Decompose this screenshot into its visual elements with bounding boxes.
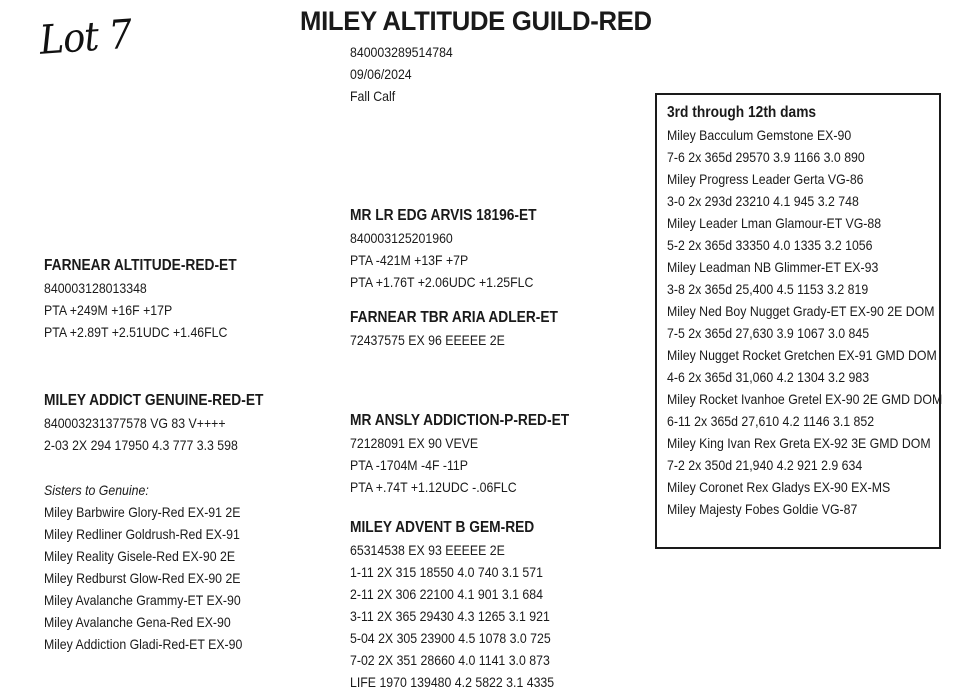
sister-item: Miley Redburst Glow-Red EX-90 2E <box>44 570 241 586</box>
dams-box-line: 5-2 2x 365d 33350 4.0 1335 3.2 1056 <box>667 237 873 253</box>
dam-dam-record: 7-02 2X 351 28660 4.0 1141 3.0 873 <box>350 652 550 668</box>
dams-box-title: 3rd through 12th dams <box>667 104 817 121</box>
dam-dam-record: 3-11 2X 365 29430 4.3 1265 3.1 921 <box>350 608 550 624</box>
sire-dam-name: FARNEAR TBR ARIA ADLER-ET <box>350 309 558 326</box>
sire-dam-id: 72437575 EX 96 EEEEE 2E <box>350 332 505 348</box>
sire-sire-pta-line: PTA +1.76T +2.06UDC +1.25FLC <box>350 274 534 290</box>
dams-box <box>655 93 941 549</box>
dams-box-line: Miley Coronet Rex Gladys EX-90 EX-MS <box>667 479 891 495</box>
sire-pta-line: PTA +249M +16F +17P <box>44 302 173 318</box>
sister-item: Miley Avalanche Grammy-ET EX-90 <box>44 592 241 608</box>
sisters-label: Sisters to Genuine: <box>44 482 149 498</box>
dam-dam-record: 5-04 2X 305 23900 4.5 1078 3.0 725 <box>350 630 551 646</box>
dam-sire-pta-line: PTA +.74T +1.12UDC -.06FLC <box>350 479 517 495</box>
dams-box-line: 4-6 2x 365d 31,060 4.2 1304 3.2 983 <box>667 369 870 385</box>
dam-dam-block <box>350 517 582 693</box>
dams-box-line: Miley Leader Lman Glamour-ET VG-88 <box>667 215 882 231</box>
dams-box-line: Miley King Ivan Rex Greta EX-92 3E GMD DOM <box>667 435 931 451</box>
dam-record: 2-03 2X 294 17950 4.3 777 3.3 598 <box>44 437 238 453</box>
dam-sire-id: 72128091 EX 90 VEVE <box>350 435 479 451</box>
sire-sire-id: 840003125201960 <box>350 230 453 246</box>
animal-birth-date: 09/06/2024 <box>350 66 412 82</box>
dams-box-line: 7-2 2x 350d 21,940 4.2 921 2.9 634 <box>667 457 863 473</box>
dam-dam-record: 2-11 2X 306 22100 4.1 901 3.1 684 <box>350 586 543 602</box>
sisters-block <box>44 479 269 655</box>
sister-item: Miley Redliner Goldrush-Red EX-91 <box>44 526 240 542</box>
animal-info <box>350 41 467 107</box>
dams-box-line: Miley Leadman NB Glimmer-ET EX-93 <box>667 259 879 275</box>
dam-dam-record: LIFE 1970 139480 4.2 5822 3.1 4335 <box>350 674 555 690</box>
dam-sire-pta-line: PTA -1704M -4F -11P <box>350 457 469 473</box>
sister-item: Miley Addiction Gladi-Red-ET EX-90 <box>44 636 243 652</box>
dam-dam-record: 1-11 2X 315 18550 4.0 740 3.1 571 <box>350 564 543 580</box>
sire-block <box>44 255 268 343</box>
dams-box-line: Miley Nugget Rocket Gretchen EX-91 GMD DOM <box>667 347 937 363</box>
animal-id: 840003289514784 <box>350 44 453 60</box>
sire-id: 840003128013348 <box>44 280 147 296</box>
dam-dam-id: 65314538 EX 93 EEEEE 2E <box>350 542 505 558</box>
lot-label: Lot 7 <box>38 11 133 64</box>
animal-name: MILEY ALTITUDE GUILD-RED <box>300 6 652 36</box>
sire-name: FARNEAR ALTITUDE-RED-ET <box>44 257 237 274</box>
sire-sire-block <box>350 205 567 293</box>
dam-sire-block <box>350 410 605 498</box>
sire-dam-block <box>350 307 592 351</box>
animal-class: Fall Calf <box>350 88 396 104</box>
dams-box-line: Miley Ned Boy Nugget Grady-ET EX-90 2E DOM <box>667 303 935 319</box>
dams-box-line: 7-6 2x 365d 29570 3.9 1166 3.0 890 <box>667 149 865 165</box>
dams-box-line: 7-5 2x 365d 27,630 3.9 1067 3.0 845 <box>667 325 870 341</box>
dam-dam-name: MILEY ADVENT B GEM-RED <box>350 519 535 536</box>
dams-box-line: Miley Bacculum Gemstone EX-90 <box>667 127 852 143</box>
dams-box-line: Miley Majesty Fobes Goldie VG-87 <box>667 501 858 517</box>
dams-box-line: 3-0 2x 293d 23210 4.1 945 3.2 748 <box>667 193 859 209</box>
dams-box-line: Miley Progress Leader Gerta VG-86 <box>667 171 864 187</box>
sire-sire-pta-line: PTA -421M +13F +7P <box>350 252 469 268</box>
dams-box-line: 3-8 2x 365d 25,400 4.5 1153 3.2 819 <box>667 281 869 297</box>
sire-pta-line: PTA +2.89T +2.51UDC +1.46FLC <box>44 324 228 340</box>
dams-box-line: Miley Rocket Ivanhoe Gretel EX-90 2E GMD DOM <box>667 391 943 407</box>
dam-name: MILEY ADDICT GENUINE-RED-ET <box>44 392 264 409</box>
dam-id: 840003231377578 VG 83 V++++ <box>44 415 226 431</box>
sister-item: Miley Reality Gisele-Red EX-90 2E <box>44 548 236 564</box>
dam-block <box>44 390 299 456</box>
dam-sire-name: MR ANSLY ADDICTION-P-RED-ET <box>350 412 570 429</box>
sister-item: Miley Barbwire Glory-Red EX-91 2E <box>44 504 241 520</box>
sire-sire-name: MR LR EDG ARVIS 18196-ET <box>350 207 537 224</box>
sister-item: Miley Avalanche Gena-Red EX-90 <box>44 614 231 630</box>
dams-box-line: 6-11 2x 365d 27,610 4.2 1146 3.1 852 <box>667 413 875 429</box>
